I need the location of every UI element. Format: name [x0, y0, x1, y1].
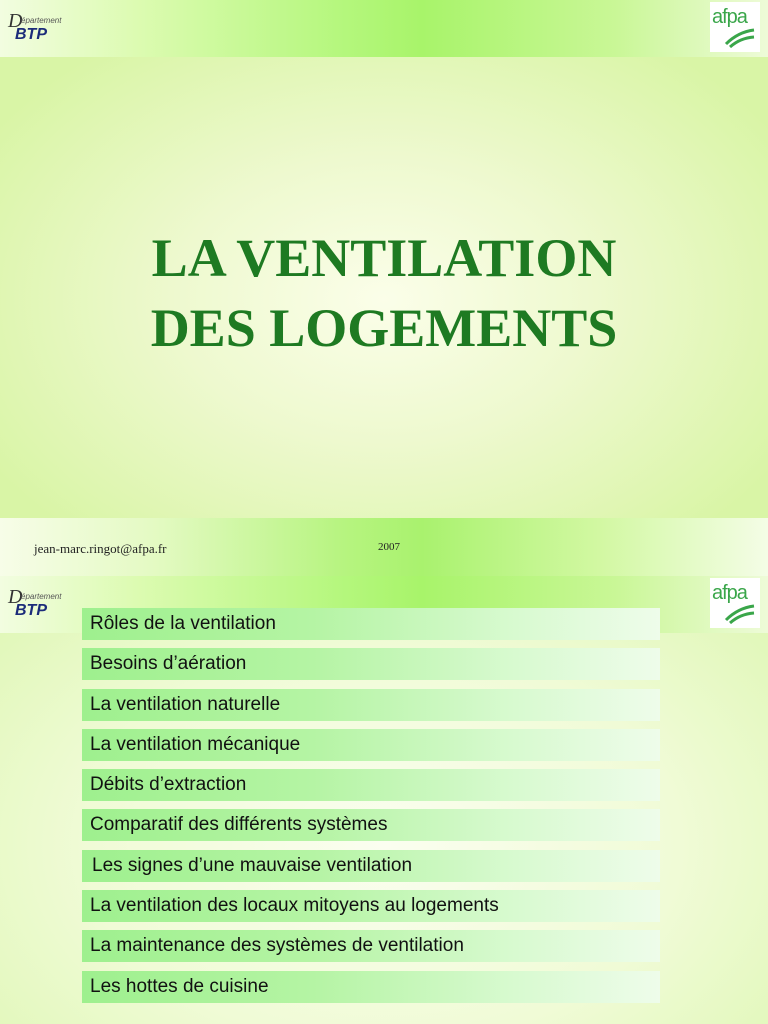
- title-line-1: LA VENTILATION: [151, 228, 617, 288]
- menu-item-debits[interactable]: Débits d’extraction: [82, 769, 660, 801]
- menu-item-besoins[interactable]: Besoins d’aération: [82, 648, 660, 680]
- menu-slide: [0, 576, 768, 1024]
- contents-menu: [82, 608, 660, 1011]
- btp-logo-department: épartement: [21, 16, 62, 25]
- menu-item-locaux[interactable]: La ventilation des locaux mitoyens au logements: [82, 890, 660, 922]
- btp-logo: [6, 586, 62, 626]
- afpa-logo: [710, 578, 760, 628]
- btp-logo-text: BTP: [15, 602, 47, 619]
- btp-logo-d: D: [8, 586, 23, 608]
- footer-email: jean-marc.ringot@afpa.fr: [34, 541, 167, 556]
- menu-item-maintenance[interactable]: La maintenance des systèmes de ventilation: [82, 930, 660, 962]
- menu-item-naturelle[interactable]: La ventilation naturelle: [82, 689, 660, 721]
- afpa-logo-text: afpa: [712, 6, 747, 28]
- btp-logo-d: D: [8, 10, 23, 32]
- afpa-logo-text: afpa: [712, 582, 747, 604]
- menu-item-comparatif[interactable]: Comparatif des différents systèmes: [82, 809, 660, 841]
- footer-year: 2007: [378, 541, 400, 553]
- btp-logo-text: BTP: [15, 26, 47, 43]
- afpa-logo: [710, 2, 760, 52]
- menu-item-hottes[interactable]: Les hottes de cuisine: [82, 971, 660, 1003]
- btp-logo: [6, 10, 62, 50]
- title-line-2: DES LOGEMENTS: [150, 298, 618, 358]
- top-band: [0, 0, 768, 57]
- menu-item-signes[interactable]: Les signes d’une mauvaise ventilation: [82, 850, 660, 882]
- menu-item-roles[interactable]: Rôles de la ventilation: [82, 608, 660, 640]
- menu-item-mecanique[interactable]: La ventilation mécanique: [82, 729, 660, 761]
- btp-logo-department: épartement: [21, 592, 62, 601]
- afpa-swoosh-icon: [724, 602, 756, 624]
- afpa-swoosh-icon: [724, 26, 756, 48]
